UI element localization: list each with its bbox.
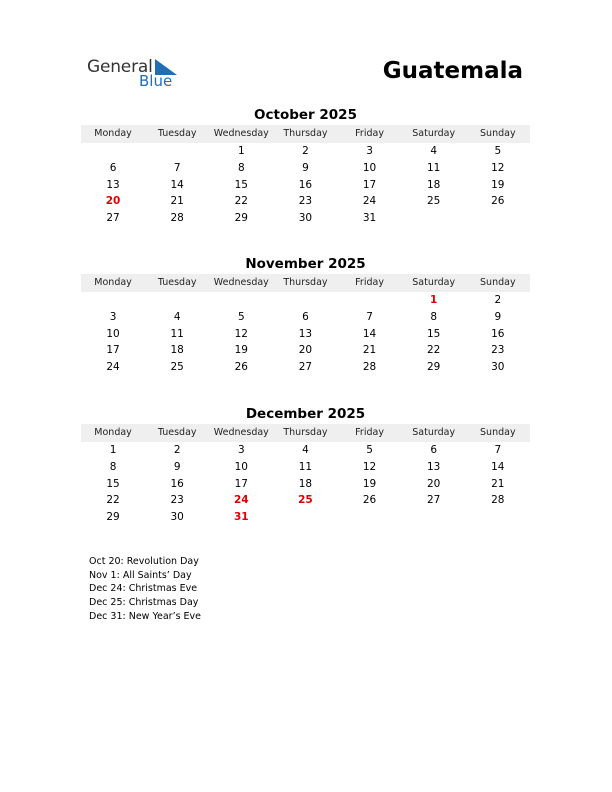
day-cell: 7 — [366, 310, 373, 323]
day-cell: 16 — [170, 477, 184, 490]
day-cell: 22 — [427, 344, 441, 357]
day-cell: 9 — [494, 310, 502, 323]
day-cell: 13 — [106, 178, 120, 191]
day-cell: 29 — [234, 212, 248, 225]
week-row — [81, 509, 530, 526]
day-cell: 23 — [298, 195, 313, 208]
empty-day-cell — [81, 143, 145, 160]
day-cell: 23 — [170, 494, 184, 507]
week-row — [81, 459, 530, 476]
day-cell: 2 — [302, 145, 309, 157]
day-cell: 14 — [491, 460, 505, 473]
month-title: October 2025 — [254, 107, 357, 123]
day-cell: 9 — [302, 161, 309, 174]
holiday-list — [89, 555, 201, 624]
day-cell: 13 — [427, 460, 441, 473]
day-cell: 26 — [491, 195, 505, 208]
weekday-label: Thursday — [283, 427, 328, 438]
month-november — [81, 255, 530, 376]
day-cell: 5 — [494, 145, 502, 157]
day-cell: 9 — [173, 460, 181, 473]
day-cell: 13 — [298, 327, 313, 340]
empty-day-cell — [145, 143, 209, 160]
day-cell: 10 — [234, 460, 248, 473]
day-cell: 12 — [491, 161, 505, 174]
weekday-label: Monday — [94, 128, 132, 139]
day-cell: 30 — [298, 212, 313, 225]
empty-day-cell — [466, 509, 530, 526]
day-cell: 6 — [302, 310, 309, 323]
empty-day-cell — [338, 509, 402, 526]
day-cell: 1 — [430, 294, 438, 306]
weekday-label: Tuesday — [157, 277, 197, 288]
day-cell: 12 — [234, 327, 248, 340]
day-cell: 5 — [237, 310, 245, 323]
day-cell: 2 — [173, 444, 181, 456]
week-row — [81, 143, 530, 160]
day-cell: 8 — [109, 460, 117, 473]
day-cell: 18 — [427, 178, 441, 191]
day-cell: 21 — [362, 344, 377, 357]
day-cell: 20 — [105, 195, 121, 208]
empty-day-cell — [402, 509, 466, 526]
day-cell: 4 — [430, 145, 438, 157]
weekday-label: Friday — [355, 277, 384, 288]
day-cell: 15 — [234, 178, 248, 191]
day-cell: 20 — [298, 344, 313, 357]
week-row — [81, 359, 530, 376]
weekday-label: Saturday — [412, 128, 456, 139]
day-cell: 30 — [491, 361, 505, 374]
day-cell: 11 — [298, 460, 313, 473]
week-row — [81, 442, 530, 459]
empty-day-cell — [273, 292, 337, 309]
day-cell: 11 — [427, 161, 441, 174]
day-cell: 28 — [491, 494, 505, 507]
day-cell: 19 — [234, 344, 248, 357]
day-cell: 2 — [494, 294, 502, 306]
logo-general-text: General — [87, 57, 153, 77]
day-cell: 18 — [170, 344, 184, 357]
day-cell: 3 — [366, 145, 373, 157]
day-cell: 19 — [362, 477, 377, 490]
empty-day-cell — [209, 292, 273, 309]
weekday-header — [81, 424, 530, 442]
day-cell: 1 — [109, 444, 117, 456]
weekday-label: Friday — [355, 128, 384, 139]
day-cell: 3 — [109, 310, 117, 323]
day-cell: 17 — [362, 178, 377, 191]
day-cell: 6 — [109, 161, 117, 174]
weekday-label: Friday — [355, 427, 384, 438]
logo — [87, 55, 187, 91]
day-cell: 26 — [234, 361, 248, 374]
month-december — [81, 405, 530, 526]
weekday-label: Tuesday — [157, 128, 197, 139]
week-row — [81, 177, 530, 194]
weekday-label: Wednesday — [213, 128, 269, 139]
holiday-entry: Dec 25: Christmas Day — [89, 597, 199, 609]
day-cell: 16 — [298, 178, 313, 191]
day-cell: 17 — [106, 344, 120, 357]
day-cell: 26 — [362, 494, 377, 507]
day-cell: 7 — [173, 161, 181, 174]
logo-blue-text: Blue — [139, 72, 173, 90]
week-row — [81, 210, 530, 227]
day-cell: 15 — [427, 327, 441, 340]
weekday-header — [81, 274, 530, 292]
day-cell: 30 — [170, 511, 184, 524]
week-row — [81, 476, 530, 493]
holiday-entry: Dec 24: Christmas Eve — [89, 583, 198, 595]
day-cell: 27 — [298, 361, 313, 374]
week-row — [81, 292, 530, 309]
day-cell: 12 — [362, 460, 377, 473]
empty-day-cell — [273, 509, 337, 526]
day-cell: 14 — [362, 327, 377, 340]
day-cell: 27 — [106, 212, 120, 225]
day-cell: 16 — [491, 327, 505, 340]
day-cell: 18 — [298, 477, 313, 490]
weekday-label: Wednesday — [213, 277, 269, 288]
week-row — [81, 160, 530, 177]
day-cell: 25 — [427, 195, 441, 208]
day-cell: 24 — [234, 494, 249, 507]
weekday-label: Thursday — [283, 128, 328, 139]
day-cell: 29 — [106, 511, 120, 524]
weekday-label: Thursday — [283, 277, 328, 288]
day-cell: 19 — [491, 178, 505, 191]
day-cell: 20 — [427, 477, 441, 490]
day-cell: 14 — [170, 178, 184, 191]
day-cell: 23 — [491, 344, 505, 357]
weekday-label: Tuesday — [157, 427, 197, 438]
day-cell: 22 — [106, 494, 120, 507]
weekday-label: Sunday — [480, 427, 516, 438]
day-cell: 28 — [362, 361, 377, 374]
week-row — [81, 309, 530, 326]
day-cell: 17 — [234, 477, 248, 490]
day-cell: 11 — [170, 327, 184, 340]
day-cell: 4 — [173, 310, 181, 323]
day-cell: 22 — [234, 195, 248, 208]
country-title: Guatemala — [382, 58, 523, 84]
empty-day-cell — [338, 292, 402, 309]
day-cell: 29 — [427, 361, 441, 374]
day-cell: 5 — [366, 444, 373, 456]
empty-day-cell — [145, 292, 209, 309]
day-cell: 15 — [106, 477, 120, 490]
day-cell: 25 — [170, 361, 184, 374]
day-cell: 21 — [170, 195, 184, 208]
weekday-label: Wednesday — [213, 427, 269, 438]
day-cell: 24 — [362, 195, 377, 208]
weekday-label: Monday — [94, 277, 132, 288]
weekday-label: Sunday — [480, 128, 516, 139]
week-row — [81, 492, 530, 509]
day-cell: 4 — [302, 444, 309, 456]
day-cell: 7 — [494, 444, 502, 456]
day-cell: 3 — [237, 444, 245, 456]
weekday-label: Saturday — [412, 427, 456, 438]
day-cell: 8 — [430, 310, 438, 323]
month-title: December 2025 — [245, 406, 366, 422]
weekday-label: Monday — [94, 427, 132, 438]
month-title: November 2025 — [245, 256, 366, 272]
empty-day-cell — [81, 292, 145, 309]
day-cell: 25 — [298, 494, 313, 507]
day-cell: 31 — [234, 511, 249, 524]
day-cell: 31 — [362, 212, 377, 225]
day-cell: 1 — [237, 145, 245, 157]
day-cell: 24 — [106, 361, 120, 374]
month-october — [81, 106, 530, 227]
holiday-entry: Oct 20: Revolution Day — [89, 556, 199, 567]
weekday-label: Sunday — [480, 277, 516, 288]
day-cell: 27 — [427, 494, 441, 507]
day-cell: 8 — [237, 161, 245, 174]
day-cell: 10 — [106, 327, 120, 340]
weekday-header — [81, 125, 530, 143]
week-row — [81, 342, 530, 359]
weekday-label: Saturday — [412, 277, 456, 288]
week-row — [81, 193, 530, 210]
day-cell: 10 — [362, 161, 377, 174]
day-cell: 21 — [491, 477, 505, 490]
week-row — [81, 326, 530, 343]
empty-day-cell — [466, 210, 530, 227]
day-cell: 6 — [430, 444, 438, 456]
day-cell: 28 — [170, 212, 184, 225]
holiday-entry: Nov 1: All Saints’ Day — [89, 569, 192, 581]
empty-day-cell — [402, 210, 466, 227]
holiday-entry: Dec 31: New Year’s Eve — [89, 610, 202, 622]
